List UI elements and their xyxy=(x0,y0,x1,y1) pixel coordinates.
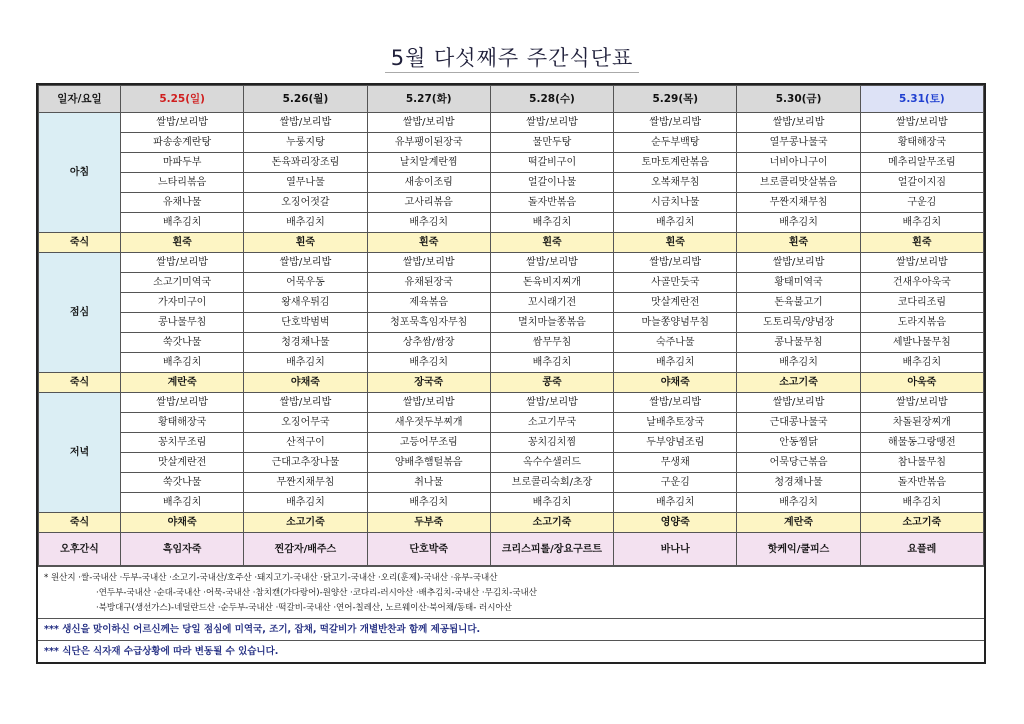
dish-cell: 쌀밥/보리밥 xyxy=(367,113,490,133)
snack-cell: 크리스피롤/장요구르트 xyxy=(490,533,613,566)
dish-cell: 양배추햄털볶음 xyxy=(367,453,490,473)
porridge-cell: 야채죽 xyxy=(121,513,244,533)
meal-label: 아침 xyxy=(39,113,121,233)
dish-cell: 쌀밥/보리밥 xyxy=(614,113,737,133)
dish-cell: 해물동그랑땡전 xyxy=(860,433,983,453)
change-notice: *** 식단은 식자재 수급상황에 따라 변동될 수 있습니다. xyxy=(38,640,984,662)
dish-cell: 쌀밥/보리밥 xyxy=(244,253,367,273)
dish-cell: 황태미역국 xyxy=(737,273,860,293)
dish-cell: 숙주나물 xyxy=(614,333,737,353)
dish-cell: 고등어무조림 xyxy=(367,433,490,453)
porridge-cell: 흰죽 xyxy=(614,233,737,253)
menu-frame xyxy=(36,83,986,664)
snack-cell: 흑임자죽 xyxy=(121,533,244,566)
dish-cell: 산적구이 xyxy=(244,433,367,453)
dish-cell: 너비아니구이 xyxy=(737,153,860,173)
dish-cell: 세발나물무침 xyxy=(860,333,983,353)
dish-cell: 물만두탕 xyxy=(490,133,613,153)
dish-cell: 배추김치 xyxy=(860,353,983,373)
snack-cell: 바나나 xyxy=(614,533,737,566)
day-header: 5.31(토) xyxy=(860,86,983,113)
porridge-label: 죽식 xyxy=(39,233,121,253)
snack-cell: 요플레 xyxy=(860,533,983,566)
dish-cell: 돌자반볶음 xyxy=(860,473,983,493)
dish-cell: 취나물 xyxy=(367,473,490,493)
birthday-notice: *** 생신을 맞이하신 어르신께는 당일 점심에 미역국, 조기, 잡채, 떡갈비가 개별반찬과 함께 제공됩니다. xyxy=(38,618,984,640)
porridge-cell: 장국죽 xyxy=(367,373,490,393)
meal-label: 저녁 xyxy=(39,393,121,513)
dish-cell: 꽁치무조림 xyxy=(121,433,244,453)
dish-cell: 새우젓두부찌개 xyxy=(367,413,490,433)
dish-cell: 오징어무국 xyxy=(244,413,367,433)
porridge-cell: 흰죽 xyxy=(490,233,613,253)
dish-cell: 멸치마늘쫑볶음 xyxy=(490,313,613,333)
dish-cell: 콩나물무침 xyxy=(121,313,244,333)
dish-cell: 무생채 xyxy=(614,453,737,473)
dish-cell: 유부팽이된장국 xyxy=(367,133,490,153)
porridge-row xyxy=(39,513,984,533)
dish-cell: 파송송계란탕 xyxy=(121,133,244,153)
dish-cell: 구운김 xyxy=(860,193,983,213)
porridge-cell: 흰죽 xyxy=(244,233,367,253)
dish-cell: 안동찜닭 xyxy=(737,433,860,453)
dish-cell: 쌀밥/보리밥 xyxy=(121,253,244,273)
porridge-cell: 소고기죽 xyxy=(244,513,367,533)
dish-cell: 메추리알무조림 xyxy=(860,153,983,173)
menu-row xyxy=(39,133,984,153)
dish-cell: 순두부백탕 xyxy=(614,133,737,153)
dish-cell: 배추김치 xyxy=(614,353,737,373)
dish-cell: 날배추토장국 xyxy=(614,413,737,433)
dish-cell: 누룽지탕 xyxy=(244,133,367,153)
dish-cell: 구운김 xyxy=(614,473,737,493)
dish-cell: 쌀밥/보리밥 xyxy=(121,393,244,413)
porridge-cell: 흰죽 xyxy=(860,233,983,253)
dish-cell: 황태해장국 xyxy=(121,413,244,433)
snack-cell: 핫케익/쿨피스 xyxy=(737,533,860,566)
dish-cell: 배추김치 xyxy=(490,353,613,373)
dish-cell: 배추김치 xyxy=(860,213,983,233)
dish-cell: 얼갈이나물 xyxy=(490,173,613,193)
dish-cell: 차돌된장찌개 xyxy=(860,413,983,433)
dish-cell: 가자미구이 xyxy=(121,293,244,313)
menu-row xyxy=(39,253,984,273)
day-header: 5.27(화) xyxy=(367,86,490,113)
dish-cell: 배추김치 xyxy=(121,213,244,233)
dish-cell: 어묵우동 xyxy=(244,273,367,293)
dish-cell: 무짠지채무침 xyxy=(737,193,860,213)
dish-cell: 쌀밥/보리밥 xyxy=(614,253,737,273)
dish-cell: 콩나물무침 xyxy=(737,333,860,353)
dish-cell: 상추쌈/쌈장 xyxy=(367,333,490,353)
day-header: 5.28(수) xyxy=(490,86,613,113)
dish-cell: 황태해장국 xyxy=(860,133,983,153)
dish-cell: 옥수수샐러드 xyxy=(490,453,613,473)
dish-cell: 참나물무침 xyxy=(860,453,983,473)
dish-cell: 시금치나물 xyxy=(614,193,737,213)
dish-cell: 쌈무무침 xyxy=(490,333,613,353)
porridge-cell: 콩죽 xyxy=(490,373,613,393)
menu-row xyxy=(39,353,984,373)
porridge-cell: 야채죽 xyxy=(614,373,737,393)
dish-cell: 코다리조림 xyxy=(860,293,983,313)
dish-cell: 돌자반볶음 xyxy=(490,193,613,213)
dish-cell: 도라지볶음 xyxy=(860,313,983,333)
dish-cell: 새송이조림 xyxy=(367,173,490,193)
menu-row xyxy=(39,413,984,433)
porridge-cell: 야채죽 xyxy=(244,373,367,393)
dish-cell: 열무나물 xyxy=(244,173,367,193)
dish-cell: 청경채나물 xyxy=(244,333,367,353)
dish-cell: 어묵당근볶음 xyxy=(737,453,860,473)
menu-row xyxy=(39,113,984,133)
porridge-cell: 흰죽 xyxy=(121,233,244,253)
dish-cell: 건새우아욱국 xyxy=(860,273,983,293)
dish-cell: 청경채나물 xyxy=(737,473,860,493)
dish-cell: 꽁치김치찜 xyxy=(490,433,613,453)
dish-cell: 배추김치 xyxy=(244,353,367,373)
porridge-cell: 두부죽 xyxy=(367,513,490,533)
porridge-cell: 계란죽 xyxy=(737,513,860,533)
dish-cell: 배추김치 xyxy=(737,213,860,233)
dish-cell: 쌀밥/보리밥 xyxy=(860,393,983,413)
dish-cell: 배추김치 xyxy=(860,493,983,513)
dish-cell: 쌀밥/보리밥 xyxy=(244,113,367,133)
dish-cell: 쌀밥/보리밥 xyxy=(737,113,860,133)
porridge-cell: 소고기죽 xyxy=(737,373,860,393)
dish-cell: 돈육꽈리장조림 xyxy=(244,153,367,173)
dish-cell: 쌀밥/보리밥 xyxy=(860,113,983,133)
page-title: 5월 다섯째주 주간식단표 xyxy=(0,42,1024,72)
menu-row xyxy=(39,173,984,193)
menu-row xyxy=(39,213,984,233)
dish-cell: 떡갈비구이 xyxy=(490,153,613,173)
dish-cell: 쌀밥/보리밥 xyxy=(490,113,613,133)
dish-cell: 쌀밥/보리밥 xyxy=(490,253,613,273)
origin-line: * 원산지 ·쌀-국내산 ·두부-국내산 ·소고기-국내산/호주산 ·돼지고기-국내산 ·닭고기-국내산 ·오리(훈제)-국내산 ·유부-국내산 xyxy=(44,573,498,583)
meal-label: 점심 xyxy=(39,253,121,373)
menu-row xyxy=(39,433,984,453)
dish-cell: 도토리묵/양념장 xyxy=(737,313,860,333)
menu-row xyxy=(39,453,984,473)
dish-cell: 배추김치 xyxy=(121,493,244,513)
origin-notes xyxy=(38,566,984,618)
menu-row xyxy=(39,153,984,173)
origin-line: ·북방대구(생선가스)-네덜란드산 ·순두부-국내산 ·떡갈비-국내산 ·연어-칠레산, 노르웨이산·북어채/동태- 러시아산 xyxy=(96,603,512,613)
dish-cell: 맛살계란전 xyxy=(121,453,244,473)
dish-cell: 쌀밥/보리밥 xyxy=(737,253,860,273)
dish-cell: 오복채무침 xyxy=(614,173,737,193)
snack-cell: 단호박죽 xyxy=(367,533,490,566)
dish-cell: 배추김치 xyxy=(490,493,613,513)
dish-cell: 유채나물 xyxy=(121,193,244,213)
porridge-cell: 영양죽 xyxy=(614,513,737,533)
snack-label: 오후간식 xyxy=(39,533,121,566)
snack-cell: 찐감자/배주스 xyxy=(244,533,367,566)
dish-cell: 느타리볶음 xyxy=(121,173,244,193)
dish-cell: 마늘쫑양념무침 xyxy=(614,313,737,333)
day-header: 5.26(월) xyxy=(244,86,367,113)
dish-cell: 쌀밥/보리밥 xyxy=(860,253,983,273)
dish-cell: 소고기무국 xyxy=(490,413,613,433)
dish-cell: 쌀밥/보리밥 xyxy=(121,113,244,133)
dish-cell: 배추김치 xyxy=(490,213,613,233)
menu-row xyxy=(39,293,984,313)
header-row xyxy=(39,86,984,113)
dish-cell: 열무콩나물국 xyxy=(737,133,860,153)
dish-cell: 배추김치 xyxy=(367,493,490,513)
dish-cell: 제육볶음 xyxy=(367,293,490,313)
dish-cell: 쑥갓나물 xyxy=(121,473,244,493)
dish-cell: 사골만둣국 xyxy=(614,273,737,293)
porridge-cell: 흰죽 xyxy=(367,233,490,253)
day-header: 5.29(목) xyxy=(614,86,737,113)
dish-cell: 돈육비지찌개 xyxy=(490,273,613,293)
dish-cell: 쌀밥/보리밥 xyxy=(244,393,367,413)
dish-cell: 배추김치 xyxy=(614,213,737,233)
menu-row xyxy=(39,193,984,213)
dish-cell: 쌀밥/보리밥 xyxy=(614,393,737,413)
menu-row xyxy=(39,493,984,513)
menu-row xyxy=(39,333,984,353)
weekly-menu-table xyxy=(38,85,984,566)
porridge-label: 죽식 xyxy=(39,513,121,533)
dish-cell: 맛살계란전 xyxy=(614,293,737,313)
dish-cell: 배추김치 xyxy=(244,213,367,233)
menu-row xyxy=(39,273,984,293)
origin-line: ·연두부-국내산 ·순대-국내산 ·어묵-국내산 ·참치캔(가다랑어)-원양산 ·코다리-러시아산 ·배추김치-국내산 ·무김치-국내산 xyxy=(96,588,537,598)
dish-cell: 두부양념조림 xyxy=(614,433,737,453)
dish-cell: 소고기미역국 xyxy=(121,273,244,293)
dish-cell: 무짠지채무침 xyxy=(244,473,367,493)
dish-cell: 근대고추장나물 xyxy=(244,453,367,473)
porridge-cell: 소고기죽 xyxy=(490,513,613,533)
porridge-cell: 흰죽 xyxy=(737,233,860,253)
dish-cell: 배추김치 xyxy=(121,353,244,373)
porridge-cell: 소고기죽 xyxy=(860,513,983,533)
dish-cell: 얼갈이지짐 xyxy=(860,173,983,193)
porridge-label: 죽식 xyxy=(39,373,121,393)
dish-cell: 단호박범벅 xyxy=(244,313,367,333)
menu-row xyxy=(39,473,984,493)
dish-cell: 배추김치 xyxy=(737,493,860,513)
dish-cell: 근대콩나물국 xyxy=(737,413,860,433)
dish-cell: 청포묵흑임자무침 xyxy=(367,313,490,333)
dish-cell: 배추김치 xyxy=(614,493,737,513)
dish-cell: 브로콜리숙회/초장 xyxy=(490,473,613,493)
day-header: 5.30(금) xyxy=(737,86,860,113)
dish-cell: 토마토계란볶음 xyxy=(614,153,737,173)
porridge-cell: 계란죽 xyxy=(121,373,244,393)
dish-cell: 배추김치 xyxy=(737,353,860,373)
dish-cell: 왕새우튀김 xyxy=(244,293,367,313)
day-header: 5.25(일) xyxy=(121,86,244,113)
dish-cell: 마파두부 xyxy=(121,153,244,173)
dish-cell: 유채된장국 xyxy=(367,273,490,293)
snack-row xyxy=(39,533,984,566)
menu-row xyxy=(39,393,984,413)
dish-cell: 쌀밥/보리밥 xyxy=(367,253,490,273)
dish-cell: 배추김치 xyxy=(367,213,490,233)
dish-cell: 돈육불고기 xyxy=(737,293,860,313)
dish-cell: 쑥갓나물 xyxy=(121,333,244,353)
dish-cell: 배추김치 xyxy=(367,353,490,373)
porridge-row xyxy=(39,233,984,253)
dish-cell: 배추김치 xyxy=(244,493,367,513)
dish-cell: 쌀밥/보리밥 xyxy=(367,393,490,413)
porridge-row xyxy=(39,373,984,393)
dish-cell: 브로콜리맛살볶음 xyxy=(737,173,860,193)
porridge-cell: 아욱죽 xyxy=(860,373,983,393)
dish-cell: 쌀밥/보리밥 xyxy=(490,393,613,413)
dish-cell: 꼬시래기전 xyxy=(490,293,613,313)
menu-row xyxy=(39,313,984,333)
header-label: 일자/요일 xyxy=(39,86,121,113)
dish-cell: 고사리볶음 xyxy=(367,193,490,213)
dish-cell: 오징어젓갈 xyxy=(244,193,367,213)
dish-cell: 날치알계란찜 xyxy=(367,153,490,173)
dish-cell: 쌀밥/보리밥 xyxy=(737,393,860,413)
